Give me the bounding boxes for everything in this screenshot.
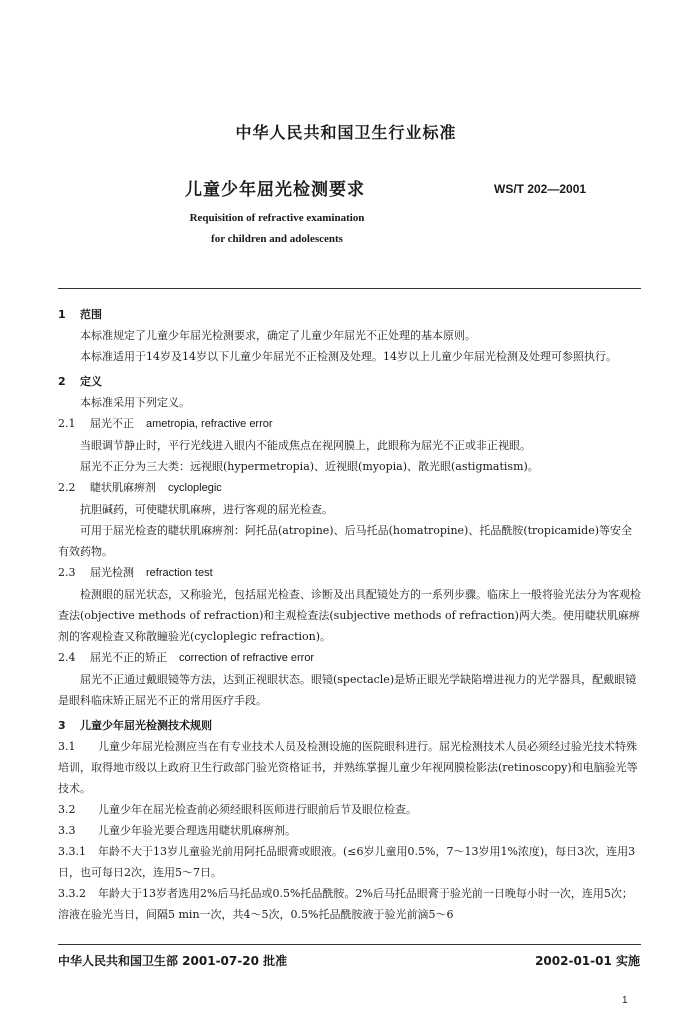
paragraph: 检测眼的屈光状态，又称验光，包括屈光检查、诊断及出具配镜处方的一系列步骤。临床上一般将验光法分为客观检查法(objective methods of refraction)和主观检查法(subjective methods of refraction)两大类。使用睫状肌麻痹剂的客观检查又称散瞳验光(cycloplegic refraction)。 [58, 588, 641, 643]
definition-term: 2.4 屈光不正的矫正 correction of refractive error [58, 651, 315, 664]
paragraph: 可用于屈光检查的睫状肌麻痹剂：阿托品(atropine)、后马托品(homatropine)、托品酰胺(tropicamide)等安全有效药物。 [58, 524, 632, 558]
document-body [58, 300, 641, 925]
clause: 3.2 儿童少年在屈光检查前必须经眼科医师进行眼前后节及眼位检查。 [58, 803, 417, 816]
industry-standard-heading: 中华人民共和国卫生行业标准 [235, 123, 457, 142]
definition-term: 2.1 屈光不正 ametropia, refractive error [58, 417, 273, 430]
paragraph: 本标准规定了儿童少年屈光检测要求，确定了儿童少年屈光不正处理的基本原则。 [80, 329, 476, 342]
english-title-line1: Requisition of refractive examination [189, 212, 365, 224]
clause: 3.3.2 年龄大于13岁者选用2%后马托品或0.5%托品酰胺。2%后马托品眼膏于验光前一日晚每小时一次，连用5次；溶液在验光当日，间隔5 min一次，共4～5次，0.5%托品酰胺液于验光前滴5～6 [58, 887, 633, 921]
clause: 3.3.1 年龄不大于13岁儿童验光前用阿托品眼膏或眼液。(≤6岁儿童用0.5%，7～13岁用1%浓度)，每日3次，连用3日，也可每日2次，连用5～7日。 [58, 845, 636, 879]
standard-code: WS/T 202—2001 [494, 182, 587, 196]
section-heading: 3 儿童少年屈光检测技术规则 [58, 719, 212, 732]
english-title-line2: for children and adolescents [211, 233, 343, 245]
section-heading: 1 范围 [58, 308, 102, 321]
paragraph: 屈光不正通过戴眼镜等方法，达到正视眼状态。眼镜(spectacle)是矫正眼光学缺陷增进视力的光学器具，配戴眼镜是眼科临床矫正屈光不正的常用医疗手段。 [58, 673, 637, 707]
header-divider [58, 288, 641, 289]
paragraph: 本标准适用于14岁及14岁以下儿童少年屈光不正检测及处理。14岁以上儿童少年屈光检测及处理可参照执行。 [80, 350, 617, 363]
paragraph: 屈光不正分为三大类：远视眼(hypermetropia)、近视眼(myopia)、散光眼(astigmatism)。 [80, 460, 539, 473]
clause: 3.1 儿童少年屈光检测应当在有专业技术人员及检测设施的医院眼科进行。屈光检测技术人员必须经过验光技术特殊培训，取得地市级以上政府卫生行政部门验光资格证书，并熟练掌握儿童少年视网膜检影法(retinoscopy)和电脑验光等技术。 [58, 740, 638, 795]
page-number: 1 [622, 995, 628, 1006]
paragraph: 本标准采用下列定义。 [80, 396, 190, 409]
definition-term: 2.2 睫状肌麻痹剂 cycloplegic [58, 481, 222, 494]
paragraph: 抗胆碱药，可使睫状肌麻痹，进行客观的屈光检查。 [80, 503, 333, 516]
effective-date: 2002-01-01 实施 [535, 954, 640, 968]
definition-term: 2.3 屈光检测 refraction test [58, 566, 213, 579]
paragraph: 当眼调节静止时，平行光线进入眼内不能成焦点在视网膜上，此眼称为屈光不正或非正视眼。 [80, 439, 531, 452]
footer-divider [58, 944, 641, 945]
section-heading: 2 定义 [58, 375, 102, 388]
clause: 3.3 儿童少年验光要合理选用睫状肌麻痹剂。 [58, 824, 296, 837]
document-title: 儿童少年屈光检测要求 [185, 180, 365, 200]
approval-info: 中华人民共和国卫生部 2001-07-20 批准 [58, 954, 288, 968]
